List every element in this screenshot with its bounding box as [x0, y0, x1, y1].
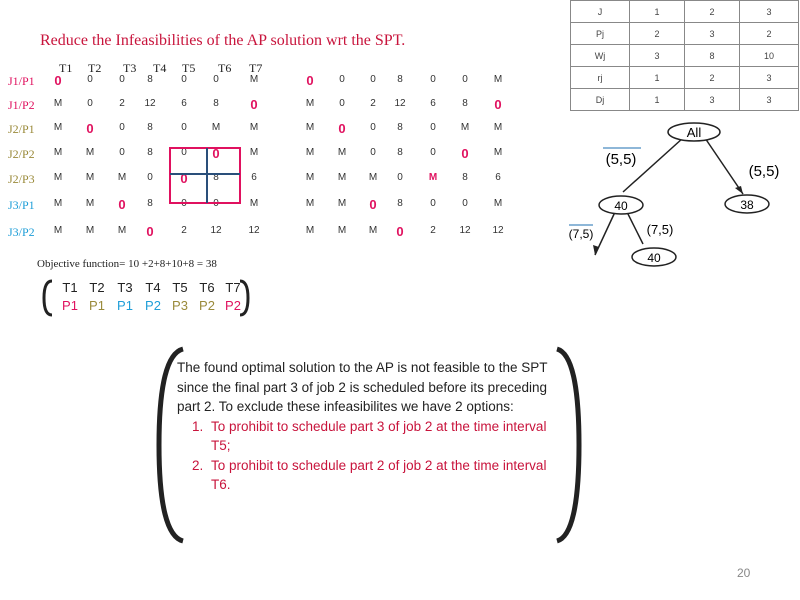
- left-matrix-cell: M: [85, 225, 95, 236]
- left-matrix-cell: 8: [147, 147, 153, 158]
- job-parameter-table: [570, 0, 799, 111]
- right-matrix-cell: M: [428, 172, 438, 183]
- param-cell: 3: [630, 45, 685, 67]
- right-matrix-cell: 8: [462, 98, 468, 109]
- assignment-part: P2: [145, 298, 161, 313]
- right-matrix-cell: M: [305, 147, 315, 158]
- column-header-t5: T5: [182, 61, 196, 75]
- tree-node-root-label: All: [686, 125, 702, 140]
- right-matrix-cell: 0: [369, 197, 377, 212]
- left-matrix-cell: 0: [87, 74, 93, 85]
- row-label: J1/P2: [8, 98, 35, 112]
- param-cell: Pj: [571, 23, 630, 45]
- column-header-t2: T2: [88, 61, 102, 75]
- right-matrix-cell: 0: [430, 122, 436, 133]
- right-matrix-cell: M: [337, 225, 347, 236]
- right-matrix-cell: M: [305, 225, 315, 236]
- infeasibility-note: [177, 358, 567, 495]
- left-matrix-cell: 0: [181, 74, 187, 85]
- right-matrix-cell: M: [493, 147, 503, 158]
- right-matrix-cell: M: [337, 172, 347, 183]
- assignment-task: T5: [172, 280, 188, 295]
- right-matrix-cell: M: [368, 172, 378, 183]
- note-option-1: 1. To prohibit to schedule part 3 of job 2 at the time interval T5;: [207, 417, 567, 456]
- param-cell: Wj: [571, 45, 630, 67]
- right-matrix-cell: 8: [397, 198, 403, 209]
- param-cell: 3: [740, 1, 799, 23]
- assignment-part: P2: [225, 298, 241, 313]
- left-matrix-cell: 0: [118, 197, 126, 212]
- left-matrix-cell: 0: [119, 74, 125, 85]
- left-matrix-cell: M: [85, 172, 95, 183]
- right-matrix-cell: M: [493, 122, 503, 133]
- left-matrix-cell: M: [53, 98, 63, 109]
- right-matrix-cell: 8: [397, 74, 403, 85]
- left-matrix-cell: 0: [181, 122, 187, 133]
- tree-node-left-right-label: 40: [647, 251, 661, 265]
- left-matrix-cell: M: [211, 122, 221, 133]
- assignment-task: T7: [225, 280, 241, 295]
- left-matrix-cell: M: [53, 122, 63, 133]
- param-cell: 1: [630, 1, 685, 23]
- right-matrix-cell: 0: [339, 98, 345, 109]
- param-cell: 8: [685, 45, 740, 67]
- assignment-task: T2: [89, 280, 105, 295]
- left-matrix-cell: M: [249, 122, 259, 133]
- right-matrix-cell: 0: [462, 198, 468, 209]
- left-matrix-cell: M: [249, 198, 259, 209]
- slide-title: Reduce the Infeasibilities of the AP solution wrt the SPT.: [40, 32, 406, 49]
- param-row: [571, 67, 799, 89]
- right-matrix-cell: 0: [430, 198, 436, 209]
- param-cell: 3: [740, 67, 799, 89]
- left-matrix-cell: M: [85, 198, 95, 209]
- right-matrix-cell: M: [337, 198, 347, 209]
- note-option-2: 2. To prohibit to schedule part 2 of job 2 at the time interval T6.: [207, 456, 567, 495]
- left-matrix-cell: 8: [147, 122, 153, 133]
- left-matrix-cell: 0: [180, 171, 188, 186]
- left-matrix-cell: 0: [54, 73, 62, 88]
- column-header-t3: T3: [123, 61, 137, 75]
- row-label: J3/P1: [8, 198, 35, 212]
- left-matrix-cell: 8: [147, 198, 153, 209]
- left-matrix-cell: 2: [181, 225, 187, 236]
- right-matrix-cell: M: [493, 198, 503, 209]
- param-cell: 2: [685, 1, 740, 23]
- left-matrix-cell: 8: [147, 74, 153, 85]
- param-cell: 3: [740, 89, 799, 111]
- left-matrix-cell: M: [53, 147, 63, 158]
- param-cell: rj: [571, 67, 630, 89]
- left-matrix-cell: 8: [213, 172, 219, 183]
- tree-arrowhead-right: [735, 186, 743, 194]
- left-matrix-cell: 0: [181, 198, 187, 209]
- right-matrix-cell: M: [460, 122, 470, 133]
- right-matrix-cell: 0: [306, 73, 314, 88]
- right-matrix-cell: M: [337, 147, 347, 158]
- left-matrix-cell: M: [249, 74, 259, 85]
- right-matrix-cell: 0: [370, 74, 376, 85]
- assignment-part: P1: [62, 298, 78, 313]
- left-matrix-cell: 8: [213, 98, 219, 109]
- param-cell: 3: [685, 23, 740, 45]
- right-matrix-cell: 0: [396, 224, 404, 239]
- right-matrix-cell: M: [305, 98, 315, 109]
- right-matrix-cell: M: [305, 198, 315, 209]
- slide-number: 20: [737, 566, 751, 580]
- assignment-task: T6: [199, 280, 215, 295]
- assignment-task: T4: [145, 280, 161, 295]
- right-matrix-cell: 12: [394, 98, 406, 109]
- left-matrix-cell: 12: [144, 98, 156, 109]
- left-matrix-cell: 6: [181, 98, 187, 109]
- assignment-task: T3: [117, 280, 133, 295]
- left-matrix-cell: 0: [213, 198, 219, 209]
- tree-edge-label-left-right: (7,5): [646, 222, 674, 237]
- row-label: J3/P2: [8, 225, 35, 239]
- right-matrix-cell: 0: [430, 74, 436, 85]
- left-matrix-cell: M: [53, 172, 63, 183]
- left-matrix-cell: 0: [181, 147, 187, 158]
- column-header-t6: T6: [218, 61, 232, 75]
- column-header-t7: T7: [249, 61, 263, 75]
- assignment-part: P1: [117, 298, 133, 313]
- note-options: [177, 417, 567, 495]
- assignment-part: P3: [172, 298, 188, 313]
- param-cell: J: [571, 1, 630, 23]
- right-matrix-cell: 6: [495, 172, 501, 183]
- left-matrix-cell: 0: [250, 97, 258, 112]
- branch-bound-tree: [555, 112, 800, 272]
- right-matrix-cell: 0: [494, 97, 502, 112]
- param-cell: 2: [740, 23, 799, 45]
- column-header-t1: T1: [59, 61, 73, 75]
- right-matrix-cell: 8: [397, 122, 403, 133]
- param-row: [571, 89, 799, 111]
- left-matrix-cell: 12: [248, 225, 260, 236]
- left-matrix-cell: M: [117, 225, 127, 236]
- param-cell: 2: [685, 67, 740, 89]
- right-matrix-cell: 0: [462, 74, 468, 85]
- column-header-t4: T4: [153, 61, 167, 75]
- param-row: [571, 23, 799, 45]
- assignment-task: T1: [62, 280, 78, 295]
- assignment-summary: [42, 278, 252, 318]
- param-row: [571, 45, 799, 67]
- tree-edge-root-right: [705, 138, 743, 194]
- right-matrix-cell: 6: [430, 98, 436, 109]
- left-matrix-cell: 0: [86, 121, 94, 136]
- right-matrix-cell: M: [305, 172, 315, 183]
- assignment-part: P2: [199, 298, 215, 313]
- left-matrix-cell: M: [53, 198, 63, 209]
- right-matrix-cell: 0: [397, 172, 403, 183]
- right-matrix-cell: 0: [430, 147, 436, 158]
- row-label: J1/P1: [8, 74, 35, 88]
- right-matrix-cell: 12: [459, 225, 471, 236]
- right-matrix-cell: 2: [370, 98, 376, 109]
- tree-edge-label-left: (5,5): [605, 151, 637, 168]
- param-cell: 1: [630, 89, 685, 111]
- right-matrix-cell: M: [493, 74, 503, 85]
- objective-function: Objective function= 10 +2+8+10+8 = 38: [37, 258, 217, 270]
- tree-edge-label-right: (5,5): [748, 163, 780, 180]
- param-cell: 3: [685, 89, 740, 111]
- right-matrix-cell: 0: [338, 121, 346, 136]
- tree-edge-label-left-left: (7,5): [568, 227, 594, 241]
- row-label: J2/P1: [8, 122, 35, 136]
- right-matrix-cell: 8: [397, 147, 403, 158]
- left-matrix-cell: 2: [119, 98, 125, 109]
- left-matrix-cell: 0: [213, 74, 219, 85]
- left-matrix-cell: 0: [147, 172, 153, 183]
- right-matrix-cell: 0: [370, 122, 376, 133]
- right-matrix-cell: 2: [430, 225, 436, 236]
- note-paragraph: The found optimal solution to the AP is not feasible to the SPT since the final part 3 of job 2 is scheduled before its preceding part 2. To exclude these infeasibilites we have 2 options:: [177, 360, 548, 414]
- param-cell: 2: [630, 23, 685, 45]
- tree-edge-left-right: [627, 212, 643, 244]
- row-label: J2/P3: [8, 172, 35, 186]
- left-matrix-cell: 0: [212, 146, 220, 161]
- left-matrix-cell: 0: [87, 98, 93, 109]
- left-matrix-cell: 0: [119, 147, 125, 158]
- right-matrix-cell: 0: [339, 74, 345, 85]
- left-matrix-cell: M: [117, 172, 127, 183]
- param-cell: 1: [630, 67, 685, 89]
- param-cell: 10: [740, 45, 799, 67]
- right-matrix-cell: 12: [492, 225, 504, 236]
- param-row: [571, 1, 799, 23]
- tree-node-right-label: 38: [740, 198, 754, 212]
- right-matrix-cell: 8: [462, 172, 468, 183]
- left-matrix-cell: M: [249, 147, 259, 158]
- right-matrix-cell: 0: [461, 146, 469, 161]
- right-matrix-cell: M: [368, 225, 378, 236]
- right-matrix-cell: M: [305, 122, 315, 133]
- assignment-part: P1: [89, 298, 105, 313]
- right-matrix-cell: 0: [370, 147, 376, 158]
- row-label: J2/P2: [8, 147, 35, 161]
- left-matrix-cell: 0: [146, 224, 154, 239]
- infeasibility-box: [170, 148, 240, 203]
- left-matrix-cell: M: [53, 225, 63, 236]
- param-cell: Dj: [571, 89, 630, 111]
- left-matrix-cell: 12: [210, 225, 222, 236]
- left-matrix-cell: 0: [119, 122, 125, 133]
- tree-node-left-label: 40: [614, 199, 628, 213]
- left-matrix-cell: 6: [251, 172, 257, 183]
- left-matrix-cell: M: [85, 147, 95, 158]
